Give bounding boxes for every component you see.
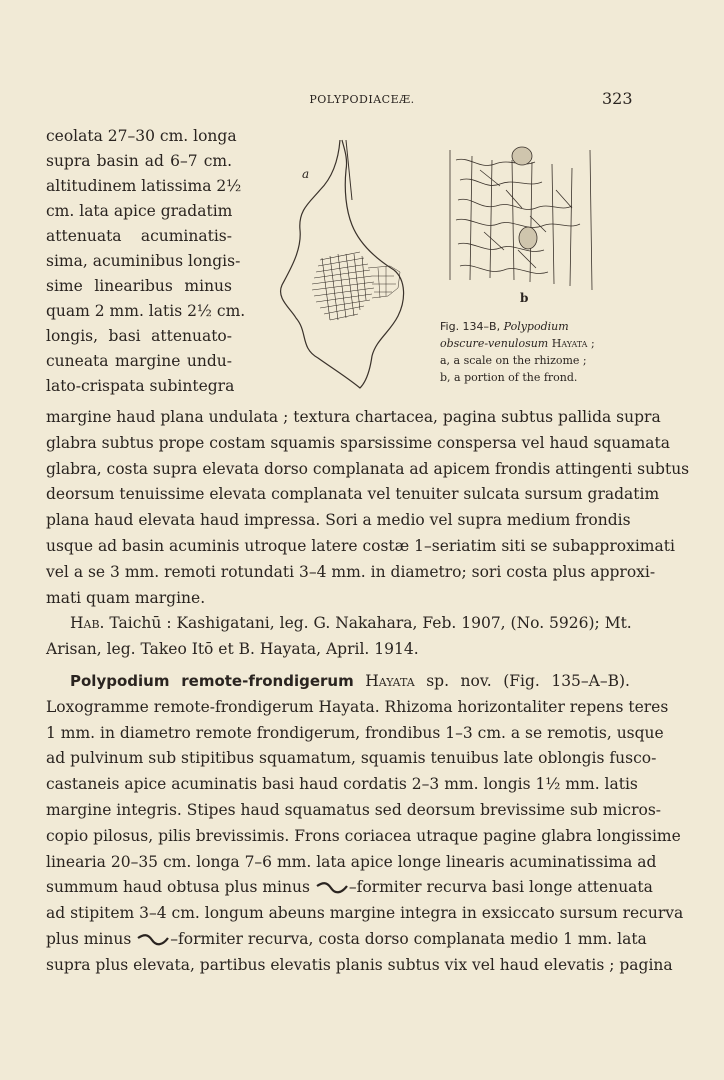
narrow-column: [46, 124, 246, 399]
body-line: margine haud plana undulata ; textura chartacea, pagina subtus pallida supra: [46, 408, 661, 426]
narrow-line: lato-crispata subintegra: [46, 377, 235, 395]
caption-line-1: [440, 318, 626, 335]
species-name: Polypodium remote-frondigerum: [70, 671, 354, 690]
narrow-line: supra basin ad 6–7 cm.: [46, 152, 232, 170]
body-line: copio pilosus, pilis brevissimis. Frons coriacea utraque pagine glabra longissime: [46, 826, 681, 845]
habitat-line-2: Arisan, leg. Takeo Itō et B. Hayata, April. 1914.: [46, 640, 419, 659]
species-heading: [46, 669, 630, 695]
body-line: castaneis apice acuminatis basi haud cordatis 2–3 mm. longis 1½ mm. latis: [46, 775, 638, 794]
body-line: ad pulvinum sub stipitibus squamatum, squamis tenuibus late oblongis fusco-: [46, 749, 657, 768]
scale-hatching: [312, 252, 374, 320]
body-line: plana haud elevata haud impressa. Sori a medio vel supra medium frondis: [46, 511, 631, 530]
habitat-line-1: [46, 611, 630, 637]
narrow-line: sime linearibus minus: [46, 277, 232, 295]
narrow-line: attenuata acuminatis-: [46, 227, 232, 245]
species-author: Hayata: [365, 671, 415, 690]
habitat-text-1: Taichū : Kashigatani, leg. G. Nakahara, Feb. 1907, (No. 5926); Mt.: [109, 614, 632, 633]
tilde-curve-icon: [136, 934, 170, 946]
body-line: usque ad basin acuminis utroque latere costæ 1–seriatim siti se subapproximati: [46, 536, 675, 555]
body-line: mati quam margine.: [46, 588, 206, 607]
body-line: supra plus elevata, partibus elevatis planis subtus vix vel haud elevatis ; pagina: [46, 955, 673, 974]
tilde-curve-icon: [315, 882, 349, 894]
body-line: linearia 20–35 cm. longa 7–6 mm. lata apice longe linearis acuminatissima ad: [46, 852, 657, 871]
body-line: vel a se 3 mm. remoti rotundati 3–4 mm. in diametro; sori costa plus approxi-: [46, 562, 656, 581]
narrow-line: longis, basi attenuato-: [46, 327, 232, 345]
narrow-line: cm. lata apice gradatim: [46, 202, 233, 220]
caption-fig-number: Fig. 134–B,: [440, 320, 501, 333]
body-line: glabra, costa supra elevata dorso complanata ad apicem frondis attingenti subtus: [46, 459, 690, 478]
body-line: Loxogramme remote-frondigerum Hayata. Rhizoma horizontaliter repens teres: [46, 697, 669, 716]
page-number: 323: [602, 89, 633, 108]
figure-label-b: b: [520, 291, 529, 305]
body-line: ad stipitem 3–4 cm. longum abeuns margine integra in exsiccato sursum recurva: [46, 904, 684, 923]
figure-label-a: a: [302, 167, 310, 181]
caption-author: Hayata ;: [551, 337, 595, 350]
narrow-line: sima, acuminibus longis-: [46, 252, 241, 270]
tilde-line-2-after: –formiter recurva, costa dorso complanata medio 1 mm. lata: [170, 929, 647, 948]
body-line: deorsum tenuissime elevata complanata vel tenuiter sulcata sursum gradatim: [46, 485, 660, 504]
body-line: glabra subtus prope costam squamis sparsissime conspersa vel haud squamata: [46, 433, 671, 452]
scale-outline: [281, 140, 404, 388]
caption-line-a: a, a scale on the rhizome ;: [440, 354, 587, 367]
tilde-line-1-before: summum haud obtusa plus minus: [46, 878, 310, 897]
tilde-line-1-after: –formiter recurva basi longe attenuata: [348, 878, 653, 897]
body-text: [46, 405, 690, 979]
narrow-line: altitudinem latissima 2½: [46, 177, 242, 195]
species-rest: sp. nov. (Fig. 135–A–B).: [426, 671, 630, 690]
body-line: 1 mm. in diametro remote frondigerum, frondibus 1–3 cm. a se remotis, usque: [46, 723, 664, 742]
tilde-line-2-before: plus minus: [46, 929, 132, 948]
sorus-upper: [512, 147, 532, 165]
narrow-line: quam 2 mm. latis 2½ cm.: [46, 302, 246, 320]
caption-species: obscure-venulosum: [440, 337, 549, 350]
running-title: POLYPODIACEÆ.: [309, 93, 415, 106]
body-line-tilde-1: [46, 875, 653, 901]
body-line: margine integris. Stipes haud squamatus sed deorsum brevissime sub micros-: [46, 800, 662, 819]
figure-caption: [440, 318, 626, 386]
body-line-tilde-2: [46, 927, 647, 953]
caption-line-b: b, a portion of the frond.: [440, 371, 578, 384]
narrow-line: ceolata 27–30 cm. longa: [46, 127, 237, 145]
frond-venation: [450, 150, 592, 290]
narrow-line: cuneata margine undu-: [46, 352, 232, 370]
caption-genus: Polypodium: [503, 320, 569, 333]
habitat-label: Hab.: [70, 614, 105, 633]
caption-line-2: [440, 335, 626, 352]
sorus-lower: [519, 227, 537, 249]
